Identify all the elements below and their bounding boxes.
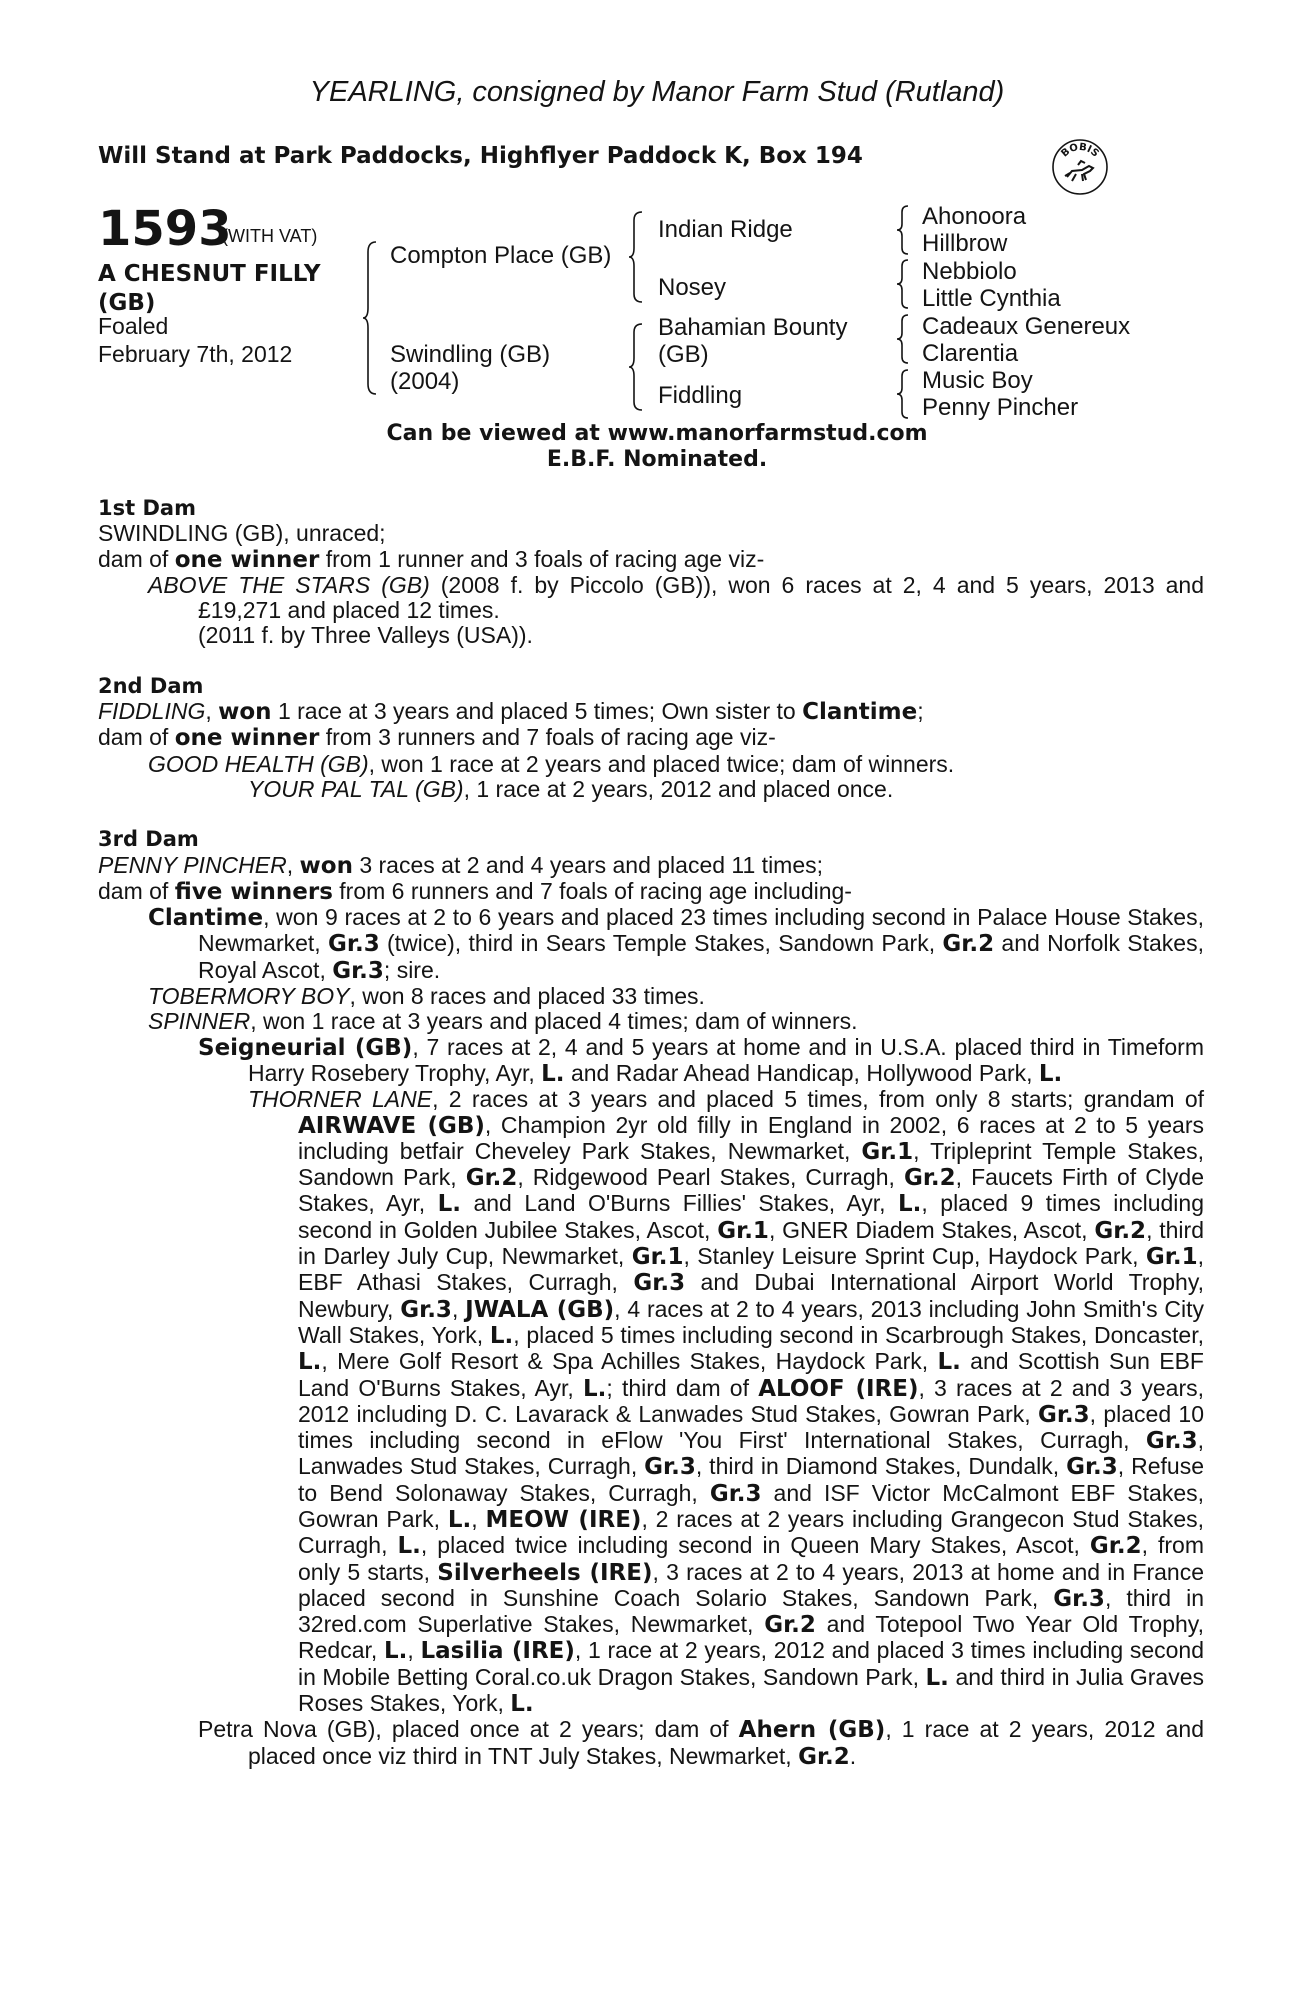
- second-dam-grandfoal-1: YOUR PAL TAL (GB), 1 race at 2 years, 2012 and placed once.: [248, 775, 894, 802]
- foaled-date: February 7th, 2012: [98, 341, 293, 367]
- pedigree-brace-g4: [895, 368, 915, 420]
- pedigree-dam-sire-line1: Bahamian Bounty: [658, 314, 848, 341]
- pedigree-g2: Hillbrow: [922, 230, 1008, 257]
- pedigree-g3: Nebbiolo: [922, 258, 1017, 285]
- pedigree-sire-sire: Indian Ridge: [658, 216, 793, 243]
- horse-name-line1: A CHESNUT FILLY: [98, 261, 321, 287]
- horse-name: [98, 260, 321, 318]
- pedigree-brace-dam: [628, 322, 652, 412]
- pedigree-brace-g1: [895, 204, 915, 256]
- pedigree-g1: Ahonoora: [922, 203, 1027, 230]
- pedigree-brace-g2: [895, 258, 915, 310]
- nomination-line: E.B.F. Nominated.: [546, 447, 768, 472]
- lot-number: 1593: [98, 201, 232, 257]
- entry-petra-nova: Petra Nova (GB), placed once at 2 years; dam of Ahern (GB), 1 race at 2 years, 2012 and placed once viz third in TNT July Stakes, Newmarket, Gr.2.: [198, 1716, 1204, 1770]
- pedigree-dam-sire-line2: (GB): [658, 341, 709, 368]
- entry-seigneurial: Seigneurial (GB), 7 races at 2, 4 and 5 years at home and in U.S.A. placed third in Timeform Harry Rosebery Trophy, Ayr, L. and Radar Ahead Handicap, Hollywood Park, L.: [198, 1033, 1204, 1087]
- foaled-label: Foaled: [98, 313, 169, 339]
- pedigree-brace-g3: [895, 313, 915, 365]
- bobis-logo-icon: [1050, 137, 1110, 197]
- third-dam-line: PENNY PINCHER, won 3 races at 2 and 4 years and placed 11 times;: [98, 851, 824, 879]
- entry-thorner-lane: THORNER LANE, 2 races at 3 years and placed 5 times, from only 8 starts; grandam of AIRWAVE (GB), Champion 2yr old filly in England in 2002, 6 races at 2 to 5 years including betfair Cheveley Park Stakes, Newmarket, Gr.1, Tripleprint Temple Stakes, Sandown Park, Gr.2, Ridgewood Pearl Stakes, Curragh, Gr.2, Faucets Firth of Clyde Stakes, Ayr, L. and Land O'Burns Fillies' Stakes, Ayr, L., placed 9 times including second in Golden Jubilee Stakes, Ascot, Gr.1, GNER Diadem Stakes, Ascot, Gr.2, third in Darley July Cup, Newmarket, Gr.1, Stanley Leisure Sprint Cup, Haydock Park, Gr.1, EBF Athasi Stakes, Curragh, Gr.3 and Dubai International Airport World Trophy, Newbury, Gr.3, JWALA (GB), 4 races at 2 to 4 years, 2013 including John Smith's City Wall Stakes, York, L., placed 5 times including second in Scarbrough Stakes, Doncaster, L., Mere Golf Resort & Spa Achilles Stakes, Haydock Park, L. and Scottish Sun EBF Land O'Burns Stakes, Ayr, L.; third dam of ALOOF (IRE), 3 races at 2 and 3 years, 2012 including D. C. Lavarack & Lanwades Stud Stakes, Gowran Park, Gr.3, placed 10 times including second in eFlow 'You First' International Stakes, Curragh, Gr.3, Lanwades Stud Stakes, Curragh, Gr.3, third in Diamond Stakes, Dundalk, Gr.3, Refuse to Bend Solonaway Stakes, Curragh, Gr.3 and ISF Victor McCalmont EBF Stakes, Gowran Park, L., MEOW (IRE), 2 races at 2 years including Grangecon Stud Stakes, Curragh, L., placed twice including second in Queen Mary Stakes, Ascot, Gr.2, from only 5 starts, Silverheels (IRE), 3 races at 2 to 4 years, 2013 at home and in France placed second in Sunshine Coach Solario Stakes, Sandown Park, Gr.3, third in 32red.com Superlative Stakes, Newmarket, Gr.2 and Totepool Two Year Old Trophy, Redcar, L., Lasilia (IRE), 1 race at 2 years, 2012 and placed 3 times including second in Mobile Betting Coral.co.uk Dragon Stakes, Sandown Park, L. and third in Julia Graves Roses Stakes, York, L.: [248, 1086, 1205, 1718]
- vat-label: (WITH VAT): [222, 226, 318, 246]
- call-to-action: [0, 421, 1314, 473]
- pedigree-dam-dam: Fiddling: [658, 382, 743, 409]
- pedigree-dam-line2: (2004): [390, 368, 460, 395]
- pedigree-g6: Clarentia: [922, 340, 1019, 367]
- second-dam-produce-line: dam of one winner from 3 runners and 7 foals of racing age viz-: [98, 724, 776, 752]
- stand-location: Will Stand at Park Paddocks, Highflyer Paddock K, Box 194: [98, 143, 863, 169]
- entry-clantime: Clantime, won 9 races at 2 to 6 years and placed 23 times including second in Palace House Stakes, Newmarket, Gr.3 (twice), third in Sears Temple Stakes, Sandown Park, Gr.2 and Norfolk Stakes, Royal Ascot, Gr.3; sire.: [148, 904, 1204, 984]
- pedigree-g5: Cadeaux Genereux: [922, 313, 1131, 340]
- first-dam-heading: 1st Dam: [98, 496, 196, 520]
- pedigree-g8: Penny Pincher: [922, 394, 1079, 421]
- page-title: YEARLING, consigned by Manor Farm Stud (Rutland): [309, 76, 1005, 108]
- pedigree-g4: Little Cynthia: [922, 285, 1061, 312]
- pedigree-g7: Music Boy: [922, 367, 1033, 394]
- horse-name-line2: (GB): [98, 290, 156, 316]
- second-dam-line: FIDDLING, won 1 race at 3 years and placed 5 times; Own sister to Clantime;: [98, 698, 924, 726]
- website-line: Can be viewed at www.manorfarmstud.com: [386, 421, 928, 446]
- first-dam-foal-2: (2011 f. by Three Valleys (USA)).: [198, 622, 533, 649]
- pedigree-notes: [98, 496, 1204, 1770]
- entry-spinner: SPINNER, won 1 race at 3 years and placed 4 times; dam of winners.: [148, 1008, 858, 1035]
- first-dam-foal-1: ABOVE THE STARS (GB) (2008 f. by Piccolo (GB)), won 6 races at 2, 4 and 5 years, 2013 and £19,271 and placed 12 times.: [148, 571, 1204, 624]
- third-dam-heading: 3rd Dam: [98, 827, 199, 852]
- first-dam-line: SWINDLING (GB), unraced;: [98, 520, 386, 547]
- second-dam-heading: 2nd Dam: [98, 673, 204, 698]
- entry-tobermory-boy: TOBERMORY BOY, won 8 races and placed 33 times.: [148, 983, 705, 1010]
- pedigree-brace-gen1: [362, 240, 386, 396]
- svg-text:BOBIS: BOBIS: [1059, 141, 1101, 160]
- pedigree-brace-sire: [628, 210, 652, 304]
- third-dam-produce-line: dam of five winners from 6 runners and 7 foals of racing age including-: [98, 877, 852, 905]
- second-dam-foal-1: GOOD HEALTH (GB), won 1 race at 2 years and placed twice; dam of winners.: [148, 750, 955, 777]
- pedigree-sire: Compton Place (GB): [390, 242, 612, 269]
- pedigree-dam-line1: Swindling (GB): [390, 341, 551, 368]
- pedigree-sire-dam: Nosey: [658, 274, 727, 301]
- first-dam-produce-line: dam of one winner from 1 runner and 3 foals of racing age viz-: [98, 545, 765, 573]
